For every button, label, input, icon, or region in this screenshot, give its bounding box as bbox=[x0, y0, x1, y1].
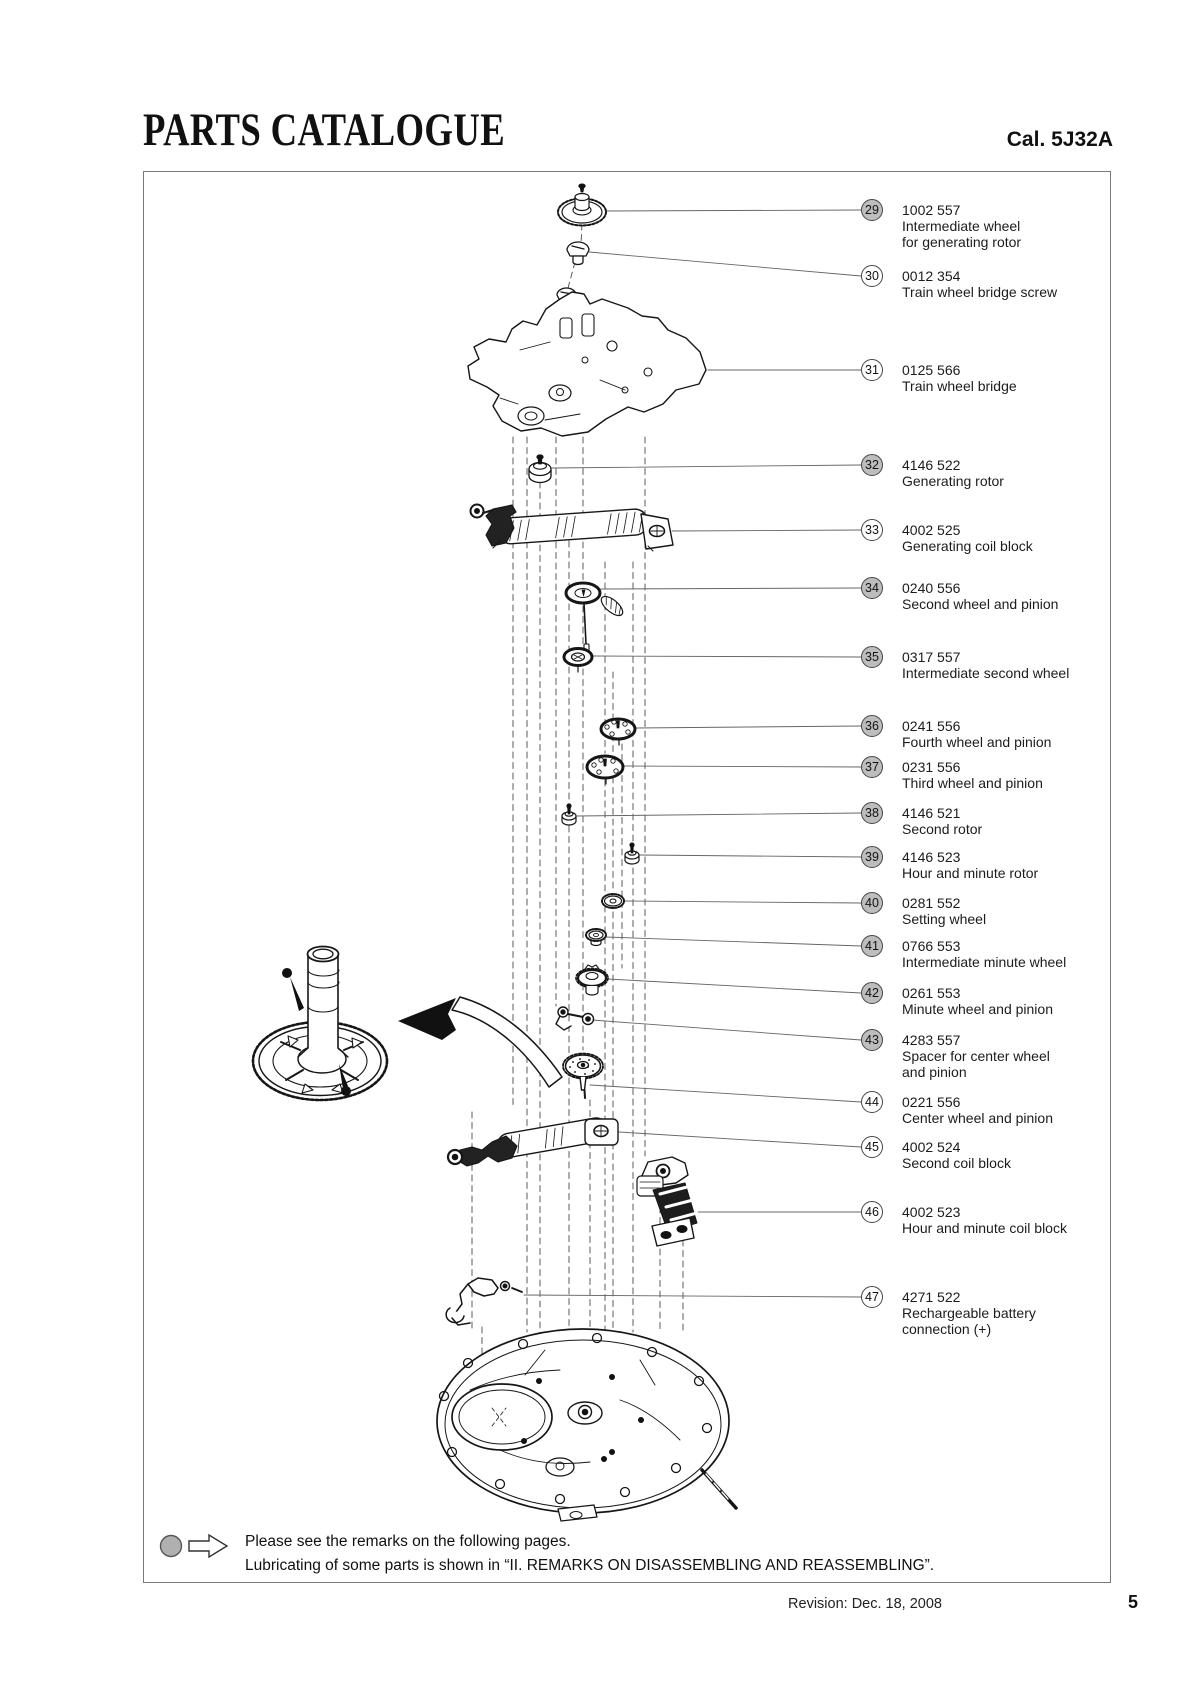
part-name-line: Second rotor bbox=[902, 821, 983, 837]
part-name-line: and pinion bbox=[902, 1064, 967, 1080]
part-name-line: Generating rotor bbox=[902, 473, 1004, 489]
callout-circle-30: 30 bbox=[861, 265, 883, 287]
callout-circle-36: 36 bbox=[861, 715, 883, 737]
callout-label-31 bbox=[902, 362, 1017, 394]
callout-circle-37: 37 bbox=[861, 756, 883, 778]
part-name-line: Train wheel bridge bbox=[902, 378, 1017, 394]
remark-line-1: Please see the remarks on the following pages. bbox=[245, 1533, 571, 1550]
part-32-generating-rotor-drawing bbox=[529, 455, 551, 483]
leader-line-42 bbox=[608, 979, 861, 993]
leader-line-34 bbox=[601, 588, 861, 589]
callout-circle-33: 33 bbox=[861, 519, 883, 541]
callout-label-33 bbox=[902, 522, 1033, 554]
center-wheel-assembly-enlarged-drawing bbox=[253, 947, 387, 1101]
callout-circle-29: 29 bbox=[861, 199, 883, 221]
part-code: 0231 556 bbox=[902, 759, 961, 775]
leader-line-37 bbox=[624, 766, 861, 767]
part-29-intermediate-wheel-drawing bbox=[558, 184, 606, 226]
part-name-line: Center wheel and pinion bbox=[902, 1110, 1053, 1126]
part-code: 4002 524 bbox=[902, 1139, 961, 1155]
callout-circle-35: 35 bbox=[861, 646, 883, 668]
part-42-minute-wheel-drawing bbox=[576, 965, 608, 995]
callout-label-45 bbox=[902, 1139, 1011, 1171]
callout-circle-41: 41 bbox=[861, 935, 883, 957]
callout-label-32 bbox=[902, 457, 1004, 489]
callout-circle-43: 43 bbox=[861, 1029, 883, 1051]
part-code: 1002 557 bbox=[902, 202, 961, 218]
leader-line-41 bbox=[606, 937, 861, 946]
part-45-second-coil-block-drawing bbox=[448, 1116, 618, 1166]
callout-label-43 bbox=[902, 1032, 1050, 1080]
part-41-intermediate-minute-wheel-drawing bbox=[586, 929, 606, 946]
part-code: 4283 557 bbox=[902, 1032, 961, 1048]
part-name-line: Setting wheel bbox=[902, 911, 987, 927]
part-47-battery-connection-drawing bbox=[446, 1278, 522, 1325]
callout-circle-45: 45 bbox=[861, 1136, 883, 1158]
callout-circle-46: 46 bbox=[861, 1201, 883, 1223]
revision-date: Revision: Dec. 18, 2008 bbox=[788, 1596, 942, 1612]
part-33-generating-coil-block-drawing bbox=[471, 505, 674, 552]
part-name-line: Hour and minute coil block bbox=[902, 1220, 1067, 1236]
part-name-line: Third wheel and pinion bbox=[902, 775, 1043, 791]
part-code: 4146 521 bbox=[902, 805, 961, 821]
callout-label-35 bbox=[902, 649, 1069, 681]
remark-text bbox=[245, 1530, 934, 1578]
part-name-line: Second wheel and pinion bbox=[902, 596, 1059, 612]
callout-label-36 bbox=[902, 718, 1051, 750]
part-name-line: Train wheel bridge screw bbox=[902, 284, 1058, 300]
part-40-setting-wheel-drawing bbox=[602, 894, 624, 908]
part-code: 4271 522 bbox=[902, 1289, 961, 1305]
callout-circle-38: 38 bbox=[861, 802, 883, 824]
part-35-intermediate-second-wheel-drawing bbox=[564, 649, 592, 673]
part-code: 4002 523 bbox=[902, 1204, 961, 1220]
callout-label-44 bbox=[902, 1094, 1053, 1126]
callout-circle-34: 34 bbox=[861, 577, 883, 599]
part-name-line: Spacer for center wheel bbox=[902, 1048, 1050, 1064]
callout-circle-32: 32 bbox=[861, 454, 883, 476]
part-code: 0240 556 bbox=[902, 580, 961, 596]
leader-line-40 bbox=[624, 901, 861, 903]
leader-line-33 bbox=[672, 530, 861, 531]
part-36-fourth-wheel-drawing bbox=[601, 719, 635, 745]
enlargement-arrow bbox=[398, 997, 562, 1087]
part-code: 0261 553 bbox=[902, 985, 961, 1001]
part-39-hour-minute-rotor-drawing bbox=[625, 843, 639, 864]
callout-label-30 bbox=[902, 268, 1057, 300]
callout-circle-39: 39 bbox=[861, 846, 883, 868]
part-name-line: Intermediate second wheel bbox=[902, 665, 1070, 681]
callout-label-34 bbox=[902, 580, 1058, 612]
part-31-train-wheel-bridge-drawing bbox=[468, 292, 706, 436]
part-code: 0125 566 bbox=[902, 362, 961, 378]
part-name-line: Hour and minute rotor bbox=[902, 865, 1039, 881]
callout-circle-31: 31 bbox=[861, 359, 883, 381]
callout-circle-42: 42 bbox=[861, 982, 883, 1004]
leader-line-47 bbox=[524, 1295, 861, 1297]
leader-line-38 bbox=[577, 813, 861, 816]
right-arrow-icon bbox=[189, 1535, 227, 1557]
remark-marker-icon bbox=[159, 1532, 239, 1562]
part-name-line: connection (+) bbox=[902, 1321, 992, 1337]
part-name-line: Fourth wheel and pinion bbox=[902, 734, 1052, 750]
leader-line-32 bbox=[552, 465, 861, 468]
remark-line-2: Lubricating of some parts is shown in “II. REMARKS ON DISASSEMBLING AND REASSEMBLING”. bbox=[245, 1557, 935, 1574]
part-code: 4002 525 bbox=[902, 522, 961, 538]
leader-line-39 bbox=[640, 855, 861, 857]
callout-label-41 bbox=[902, 938, 1066, 970]
leader-line-36 bbox=[636, 726, 861, 728]
leader-line-29 bbox=[606, 210, 861, 211]
part-code: 0012 354 bbox=[902, 268, 961, 284]
page-title: PARTS CATALOGUE bbox=[143, 104, 506, 156]
callout-circle-47: 47 bbox=[861, 1286, 883, 1308]
leader-line-30 bbox=[589, 252, 861, 276]
callout-label-47 bbox=[902, 1289, 1036, 1337]
part-name-line: Minute wheel and pinion bbox=[902, 1001, 1053, 1017]
callout-label-40 bbox=[902, 895, 986, 927]
callout-label-29 bbox=[902, 202, 1021, 250]
part-name-line: Generating coil block bbox=[902, 538, 1033, 554]
part-code: 4146 523 bbox=[902, 849, 961, 865]
main-plate-drawing bbox=[437, 1329, 736, 1521]
part-34-second-wheel-drawing bbox=[566, 583, 626, 658]
callout-label-46 bbox=[902, 1204, 1067, 1236]
callout-label-42 bbox=[902, 985, 1053, 1017]
callout-label-38 bbox=[902, 805, 982, 837]
caliber-label: Cal. 5J32A bbox=[1006, 128, 1113, 151]
callout-circle-40: 40 bbox=[861, 892, 883, 914]
leader-line-44 bbox=[590, 1085, 861, 1102]
part-code: 0766 553 bbox=[902, 938, 961, 954]
part-code: 0221 556 bbox=[902, 1094, 961, 1110]
part-43-spacer-drawing bbox=[556, 1007, 594, 1030]
gray-circle-icon bbox=[161, 1536, 182, 1557]
part-name-line: Rechargeable battery bbox=[902, 1305, 1036, 1321]
part-name-line: for generating rotor bbox=[902, 234, 1022, 250]
callout-label-37 bbox=[902, 759, 1043, 791]
callout-label-39 bbox=[902, 849, 1038, 881]
part-46-hour-minute-coil-block-drawing bbox=[637, 1157, 697, 1246]
part-code: 0281 552 bbox=[902, 895, 961, 911]
part-code: 0241 556 bbox=[902, 718, 961, 734]
part-code: 0317 557 bbox=[902, 649, 961, 665]
callout-circle-44: 44 bbox=[861, 1091, 883, 1113]
page-number: 5 bbox=[1128, 1592, 1139, 1612]
part-name-line: Intermediate wheel bbox=[902, 218, 1021, 234]
part-code: 4146 522 bbox=[902, 457, 961, 473]
leader-line-43 bbox=[592, 1020, 861, 1040]
leader-line-45 bbox=[619, 1132, 861, 1147]
part-name-line: Second coil block bbox=[902, 1155, 1011, 1171]
part-name-line: Intermediate minute wheel bbox=[902, 954, 1067, 970]
part-38-second-rotor-drawing bbox=[562, 804, 576, 825]
